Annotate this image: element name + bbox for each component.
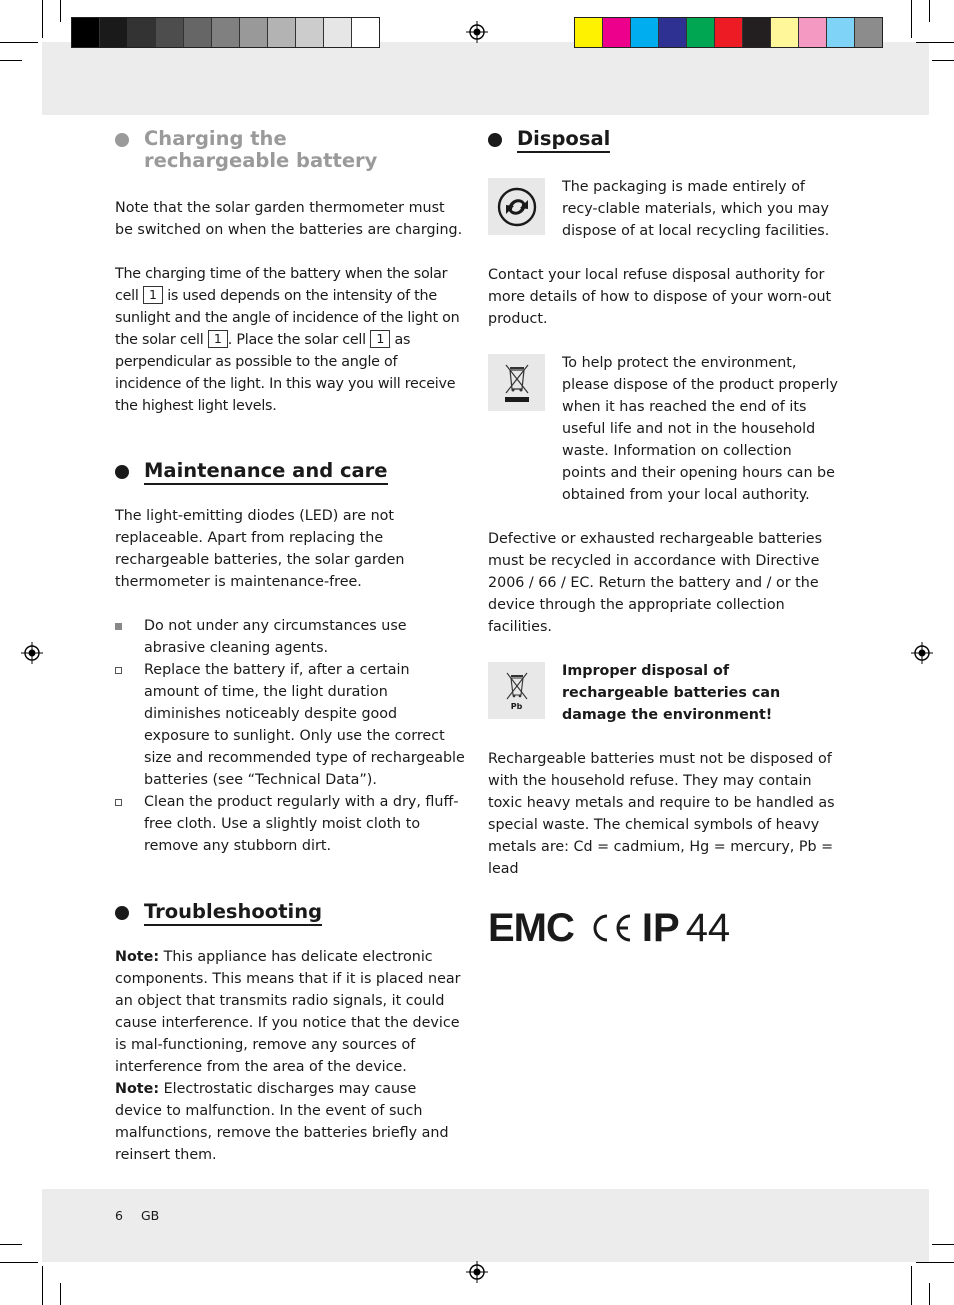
crop-mark [932, 60, 954, 61]
charging-paragraph-2 [115, 263, 467, 417]
maintenance-heading [115, 460, 467, 485]
color-swatch [575, 18, 603, 47]
bullet-dot-icon [115, 133, 129, 147]
color-swatch [352, 18, 379, 47]
note-text: Electrostatic discharges may cause device to malfunction. In the event of such malfunctions, remove the batteries briefly and reinsert them. [115, 1081, 449, 1163]
process-color-bar [574, 17, 883, 48]
charging-title-line1: Charging the [144, 127, 287, 150]
certification-logos [488, 908, 840, 948]
emc-logo: EMC [488, 906, 574, 950]
weee-row [488, 352, 840, 506]
maintenance-paragraph: The light-emitting diodes (LED) are not replaceable. Apart from replacing the rechargeable batteries, the solar garden thermometer is maintenance-free. [115, 508, 405, 590]
square-bullet-icon [115, 799, 122, 806]
grayscale-color-bar [71, 17, 380, 48]
crop-mark [60, 0, 61, 22]
list-item [115, 791, 467, 857]
crop-mark [911, 1266, 912, 1305]
charging-text-a: The charging time of the battery when the solar cell [115, 266, 448, 304]
color-swatch [715, 18, 743, 47]
color-swatch [212, 18, 240, 47]
color-swatch [296, 18, 324, 47]
solar-cell-ref: 1 [370, 330, 390, 348]
recycling-icon [488, 178, 545, 235]
header-band [42, 42, 929, 115]
registration-mark-icon [911, 642, 933, 664]
bullet-dot-icon [115, 906, 129, 920]
bullet-dot-icon [488, 133, 502, 147]
crop-mark [911, 0, 912, 38]
color-swatch [128, 18, 156, 47]
troubleshooting-note-1 [115, 946, 467, 1078]
color-swatch [240, 18, 268, 47]
warning-text: Improper disposal of rechargeable batteries can damage the environment! [562, 663, 781, 723]
crop-mark [42, 1266, 43, 1305]
color-swatch [324, 18, 352, 47]
contact-text: Contact your local refuse disposal authority for more details of how to dispose of your worn-out product. [488, 267, 832, 327]
language-code: GB [140, 1208, 160, 1223]
list-item-text: Replace the battery if, after a certain amount of time, the light duration diminishes noticeably despite good exposure to sunlight. Only use the correct size and recommended type of rechargeable batteries (see “Technical Data”). [144, 662, 465, 788]
crop-mark [0, 60, 22, 61]
solar-cell-ref: 1 [143, 286, 163, 304]
color-swatch [268, 18, 296, 47]
color-swatch [827, 18, 855, 47]
color-swatch [743, 18, 771, 47]
packaging-text: The packaging is made entirely of recy-clable materials, which you may dispose of at local recycling facilities. [562, 179, 830, 239]
packaging-row [488, 176, 840, 242]
list-item [115, 615, 467, 659]
color-swatch [799, 18, 827, 47]
crop-mark [929, 0, 930, 22]
pb-label: Pb [510, 701, 523, 711]
color-swatch [100, 18, 128, 47]
protect-text: To help protect the environment, please dispose of the product properly when it has reached the end of its useful life and not in the household waste. Information on collection points and their opening hours can be obtained from your local authority. [562, 355, 838, 503]
charging-paragraph-1: Note that the solar garden thermometer must be switched on when the batteries are charging. [115, 200, 463, 238]
crop-mark [0, 42, 38, 43]
color-swatch [855, 18, 882, 47]
list-item [115, 659, 467, 791]
warning-row [488, 660, 840, 726]
list-item-text: Clean the product regularly with a dry, fluff-free cloth. Use a slightly moist cloth to remove any stubborn dirt. [144, 794, 459, 854]
color-swatch [659, 18, 687, 47]
square-bullet-icon [115, 667, 122, 674]
troubleshooting-heading [115, 901, 467, 926]
color-swatch [771, 18, 799, 47]
right-column [488, 128, 840, 948]
page-footer [115, 1208, 159, 1223]
ip-number: 44 [685, 906, 731, 950]
square-bullet-icon [115, 623, 122, 630]
registration-mark-icon [21, 642, 43, 664]
ce-mark-icon [588, 912, 634, 944]
crop-mark [42, 0, 43, 38]
ip-rating [642, 908, 730, 948]
note-text: This appliance has delicate electronic components. This means that if it is placed near an object that transmits radio signals, it could cause interference. If you notice that the device is mal-functioning, remove any sources of interference from the area of the device. [115, 949, 461, 1075]
heavy-metals-text: Rechargeable batteries must not be disposed of with the household refuse. They may contain toxic heavy metals and require to be handled as special waste. The chemical symbols of heavy metals are: Cd = cadmium, Hg = mercury, Pb = lead [488, 751, 835, 877]
maintenance-title: Maintenance and care [144, 460, 388, 485]
color-swatch [184, 18, 212, 47]
defective-battery-text: Defective or exhausted rechargeable batteries must be recycled in accordance with Directive 2006 / 66 / EC. Return the battery and / or the device through the appropriate collection facilities. [488, 531, 823, 635]
color-swatch [72, 18, 100, 47]
crop-mark [932, 1244, 954, 1245]
charging-title-line2: rechargeable battery [144, 149, 378, 172]
color-swatch [603, 18, 631, 47]
charging-text-c: . Place the solar cell [227, 332, 366, 348]
troubleshooting-note-2 [115, 1078, 467, 1166]
crop-mark [929, 1283, 930, 1305]
registration-mark-icon [466, 21, 488, 43]
crop-mark [0, 1244, 22, 1245]
registration-mark-icon [466, 1261, 488, 1283]
troubleshooting-title: Troubleshooting [144, 901, 322, 926]
bullet-dot-icon [115, 465, 129, 479]
color-swatch [156, 18, 184, 47]
footer-band [42, 1189, 929, 1262]
color-swatch [687, 18, 715, 47]
crop-mark [916, 42, 954, 43]
ip-label: IP [641, 906, 680, 950]
crop-mark [916, 1262, 954, 1263]
maintenance-list [115, 615, 467, 857]
note-label: Note: [115, 1081, 160, 1097]
charging-text-d: as perpendicular as possible to the angle of incidence of the light. In this way you will receive the highest light levels. [115, 332, 456, 414]
note-label: Note: [115, 949, 160, 965]
page-number: 6 [115, 1208, 123, 1223]
charging-heading [115, 128, 467, 173]
battery-bin-pb-icon [488, 662, 545, 719]
charging-text-b: is used depends on the intensity of the sunlight and the angle of incidence of the light on the solar cell [115, 288, 460, 348]
crossed-bin-icon [488, 354, 545, 411]
disposal-heading [488, 128, 840, 153]
left-column [115, 128, 467, 1166]
color-swatch [631, 18, 659, 47]
crop-mark [60, 1283, 61, 1305]
solar-cell-ref: 1 [208, 330, 228, 348]
crop-mark [0, 1262, 38, 1263]
disposal-title: Disposal [517, 128, 610, 153]
list-item-text: Do not under any circumstances use abrasive cleaning agents. [144, 618, 407, 656]
